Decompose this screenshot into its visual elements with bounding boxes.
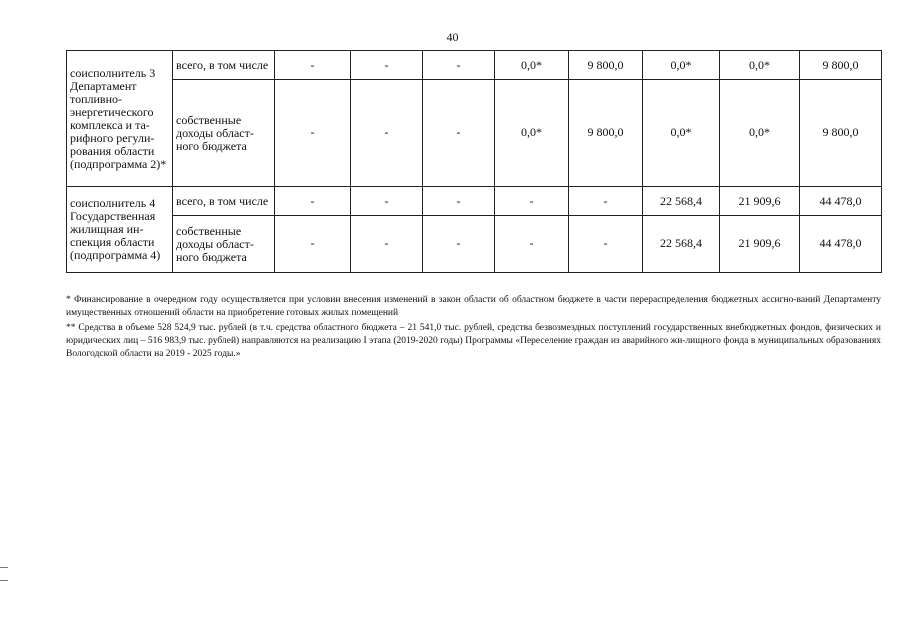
table-row — [67, 80, 882, 187]
value-cell: - — [495, 216, 569, 273]
footnote-single-star: * Финансирование в очередном году осуществляется при условии внесения изменений в закон области об областном бюджете в части перераспределения бюджетных ассигно-ваний Департаменту имущественных отношений области на приобретение готовых жилых помещений — [66, 295, 881, 318]
value-cell: - — [351, 216, 423, 273]
footnotes — [66, 294, 881, 363]
page-number: 40 — [446, 30, 459, 44]
value-cell: - — [569, 187, 643, 216]
value-cell: - — [275, 187, 351, 216]
value-cell: 21 909,6 — [720, 187, 800, 216]
scan-margin-mark — [0, 580, 8, 581]
value-cell: - — [351, 80, 423, 187]
budget-table — [66, 50, 882, 273]
value-cell: 22 568,4 — [643, 216, 720, 273]
value-cell: 0,0* — [643, 51, 720, 80]
value-cell: - — [569, 216, 643, 273]
total-cell: 44 478,0 — [800, 216, 882, 273]
value-cell: - — [275, 216, 351, 273]
funding-type-cell: всего, в том числе — [173, 187, 275, 216]
footnote-double-star: ** Средства в объеме 528 524,9 тыс. рублей (в т.ч. средства областного бюджета – 21 541,0 тыс. рублей, средства безвозмездных поступлений государственных внебюджетных фондов, физических и юридических лиц – 516 983,9 тыс. рублей) направляются на реализацию I этапа (2019-2020 годы) Программы «Переселение граждан из аварийного жи-лищного фонда в муниципальных образованиях Вологодской области на 2019 - 2025 годы.» — [66, 323, 881, 359]
table-row — [67, 51, 882, 80]
value-cell: 0,0* — [495, 80, 569, 187]
value-cell: 0,0* — [720, 80, 800, 187]
total-cell: 9 800,0 — [800, 80, 882, 187]
value-cell: 22 568,4 — [643, 187, 720, 216]
value-cell: 0,0* — [720, 51, 800, 80]
value-cell: - — [423, 187, 495, 216]
value-cell: 9 800,0 — [569, 51, 643, 80]
table-row — [67, 187, 882, 216]
value-cell: - — [351, 51, 423, 80]
value-cell: 9 800,0 — [569, 80, 643, 187]
table-row — [67, 216, 882, 273]
value-cell: 0,0* — [495, 51, 569, 80]
value-cell: - — [495, 187, 569, 216]
executor-cell: соисполнитель 4 Государственная жилищная ин-спекция области (подпрограмма 4) — [67, 187, 173, 273]
value-cell: 21 909,6 — [720, 216, 800, 273]
total-cell: 44 478,0 — [800, 187, 882, 216]
value-cell: - — [275, 80, 351, 187]
funding-type-cell: собственные доходы област-ного бюджета — [173, 216, 275, 273]
value-cell: - — [275, 51, 351, 80]
scan-margin-mark — [0, 567, 8, 568]
value-cell: 0,0* — [643, 80, 720, 187]
total-cell: 9 800,0 — [800, 51, 882, 80]
funding-type-cell: всего, в том числе — [173, 51, 275, 80]
value-cell: - — [423, 80, 495, 187]
funding-type-cell: собственные доходы област-ного бюджета — [173, 80, 275, 187]
value-cell: - — [351, 187, 423, 216]
value-cell: - — [423, 51, 495, 80]
value-cell: - — [423, 216, 495, 273]
executor-cell: соисполнитель 3 Департамент топливно-энергетического комплекса и та-рифного регули-рования области (подпрограмма 2)* — [67, 51, 173, 187]
